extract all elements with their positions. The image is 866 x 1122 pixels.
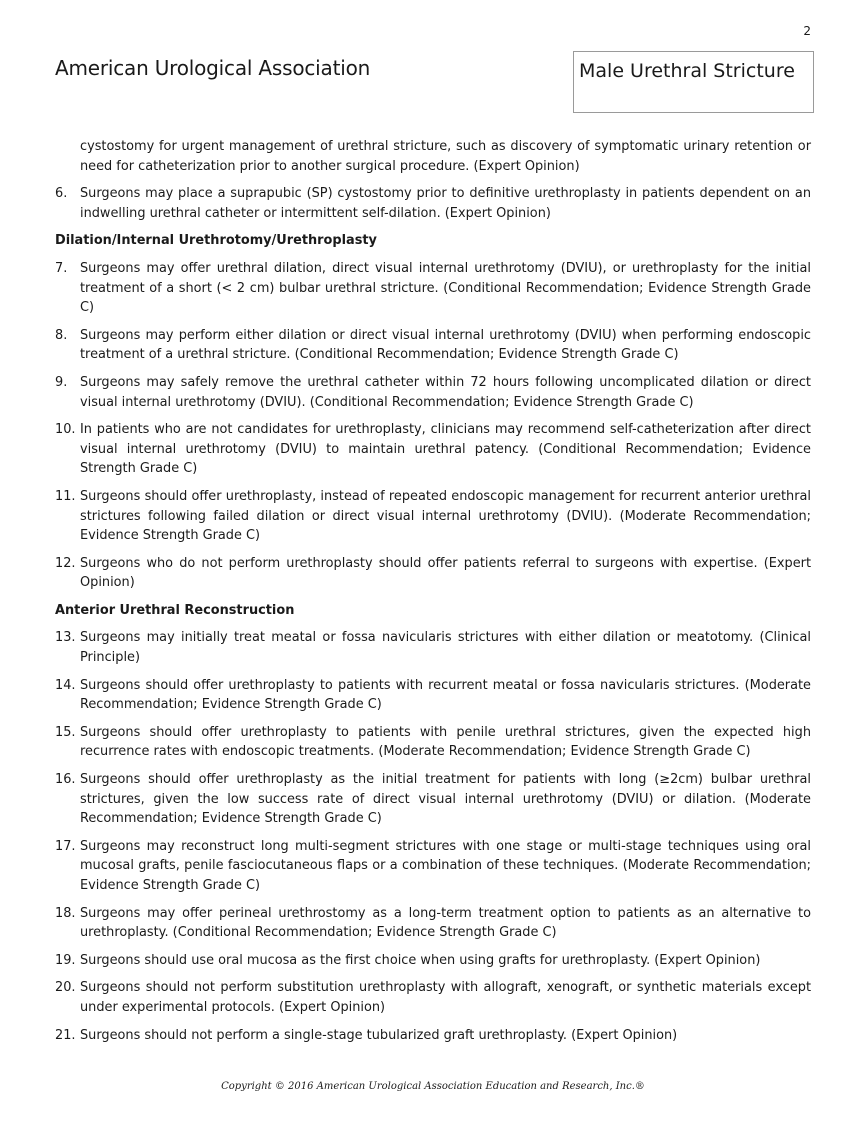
statement-number: 14. [55, 677, 76, 693]
statement-16 [55, 770, 811, 829]
page-number: 2 [803, 24, 811, 38]
statement-number: 16. [55, 772, 76, 788]
statement-8 [55, 326, 811, 365]
guideline-statements [55, 137, 811, 1053]
statement-text: Surgeons should offer urethroplasty to patients with penile urethral strictures, given the expected high recurrence rates with endoscopic treatments. (Moderate Recommendation; Evidence Strength Grade C) [80, 724, 811, 760]
statement-20 [55, 978, 811, 1017]
statement-11 [55, 487, 811, 546]
statement-17 [55, 837, 811, 896]
statement-text: Surgeons should use oral mucosa as the first choice when using grafts for urethroplasty. (Expert Opinion) [80, 952, 761, 968]
statement-text: Surgeons may place a suprapubic (SP) cystostomy prior to definitive urethroplasty in patients dependent on an indwelling urethral catheter or intermittent self-dilation. (Expert Opinion) [80, 186, 811, 221]
statement-text: Surgeons should offer urethroplasty to patients with recurrent meatal or fossa navicularis strictures. (Moderate Recommendation; Evidence Strength Grade C) [80, 677, 811, 713]
statement-text: Surgeons should not perform substitution urethroplasty with allograft, xenograft, or synthetic materials except under experimental protocols. (Expert Opinion) [80, 980, 811, 1015]
statement-text: Surgeons may initially treat meatal or fossa navicularis strictures with either dilation or meatotomy. (Clinical Principle) [80, 630, 811, 666]
section-heading-anterior-reconstruction: Anterior Urethral Reconstruction [55, 602, 295, 618]
statement-number: 12. [55, 555, 76, 571]
statement-number: 13. [55, 630, 76, 646]
statement-text: Surgeons may safely remove the urethral catheter within 72 hours following uncomplicated dilation or direct visual internal urethrotomy (DVIU). (Conditional Recommendation; Evidence Strength Grade C) [80, 374, 811, 410]
statement-number: 18. [55, 905, 76, 921]
statement-text: Surgeons may offer perineal urethrostomy as a long-term treatment option to patients as an alternative to urethroplasty. (Conditional Recommendation; Evidence Strength Grade C) [80, 905, 811, 941]
statement-number: 20. [55, 980, 76, 996]
statement-text: Surgeons should not perform a single-stage tubularized graft urethroplasty. (Expert Opinion) [80, 1027, 678, 1043]
statement-text: Surgeons should offer urethroplasty, instead of repeated endoscopic management for recurrent anterior urethral strictures following failed dilation or direct visual internal urethrotomy (DVIU). (Moderate Recommendation; Evidence Strength Grade C) [80, 488, 811, 544]
statement-number: 17. [55, 838, 76, 854]
statement-number: 7. [55, 260, 68, 276]
statement-7 [55, 259, 811, 318]
statement-13 [55, 628, 811, 667]
statement-14 [55, 676, 811, 715]
statement-text: Surgeons may offer urethral dilation, direct visual internal urethrotomy (DVIU), or urethroplasty for the initial treatment of a short (< 2 cm) bulbar urethral stricture. (Conditional Recommendation; Evidence Strength Grade C) [80, 260, 811, 316]
statement-text: In patients who are not candidates for urethroplasty, clinicians may recommend self-catheterization after direct visual internal urethrotomy (DVIU) to maintain urethral patency. (Conditional Recommendation; Evidence Strength Grade C) [80, 422, 811, 477]
section-heading-dilation: Dilation/Internal Urethrotomy/Urethroplasty [55, 233, 377, 249]
statement-text: Surgeons should offer urethroplasty as the initial treatment for patients with long (≥2cm) bulbar urethral strictures, given the low success rate of direct visual internal urethrotomy (DVIU) or dilation. (Moderate Recommendation; Evidence Strength Grade C) [80, 772, 811, 827]
statement-15 [55, 723, 811, 762]
statement-number: 10. [55, 422, 76, 438]
statement-18 [55, 904, 811, 943]
organization-name: American Urological Association [55, 56, 371, 80]
statement-19 [55, 951, 811, 971]
statement-6 [55, 184, 811, 223]
statement-number: 8. [55, 327, 68, 343]
statement-number: 6. [55, 186, 68, 202]
statement-text: Surgeons may reconstruct long multi-segment strictures with one stage or multi-stage techniques using oral mucosal grafts, penile fasciocutaneous flaps or a combination of these techniques. (Moderate Recommendation; Evidence Strength Grade C) [80, 838, 811, 893]
statement-9 [55, 373, 811, 412]
statement-number: 11. [55, 488, 76, 504]
document-title-box [573, 51, 814, 113]
copyright-footer: Copyright © 2016 American Urological Association Education and Research, Inc.® [221, 1081, 645, 1092]
statement-12 [55, 554, 811, 593]
statement-10 [55, 420, 811, 479]
statement-number: 19. [55, 952, 76, 968]
statement-number: 21. [55, 1027, 76, 1043]
statement-text: Surgeons who do not perform urethroplasty should offer patients referral to surgeons with expertise. (Expert Opinion) [80, 555, 811, 591]
statement-number: 9. [55, 374, 68, 390]
statement-number: 15. [55, 724, 76, 740]
statement-21 [55, 1026, 811, 1046]
statement-text: Surgeons may perform either dilation or direct visual internal urethrotomy (DVIU) when performing endoscopic treatment of a urethral stricture. (Conditional Recommendation; Evidence Strength Grade C) [80, 327, 811, 363]
document-title: Male Urethral Stricture [579, 60, 795, 82]
continuation-text: cystostomy for urgent management of urethral stricture, such as discovery of symptomatic urinary retention or need for catheterization prior to another surgical procedure. (Expert Opinion) [80, 139, 811, 174]
